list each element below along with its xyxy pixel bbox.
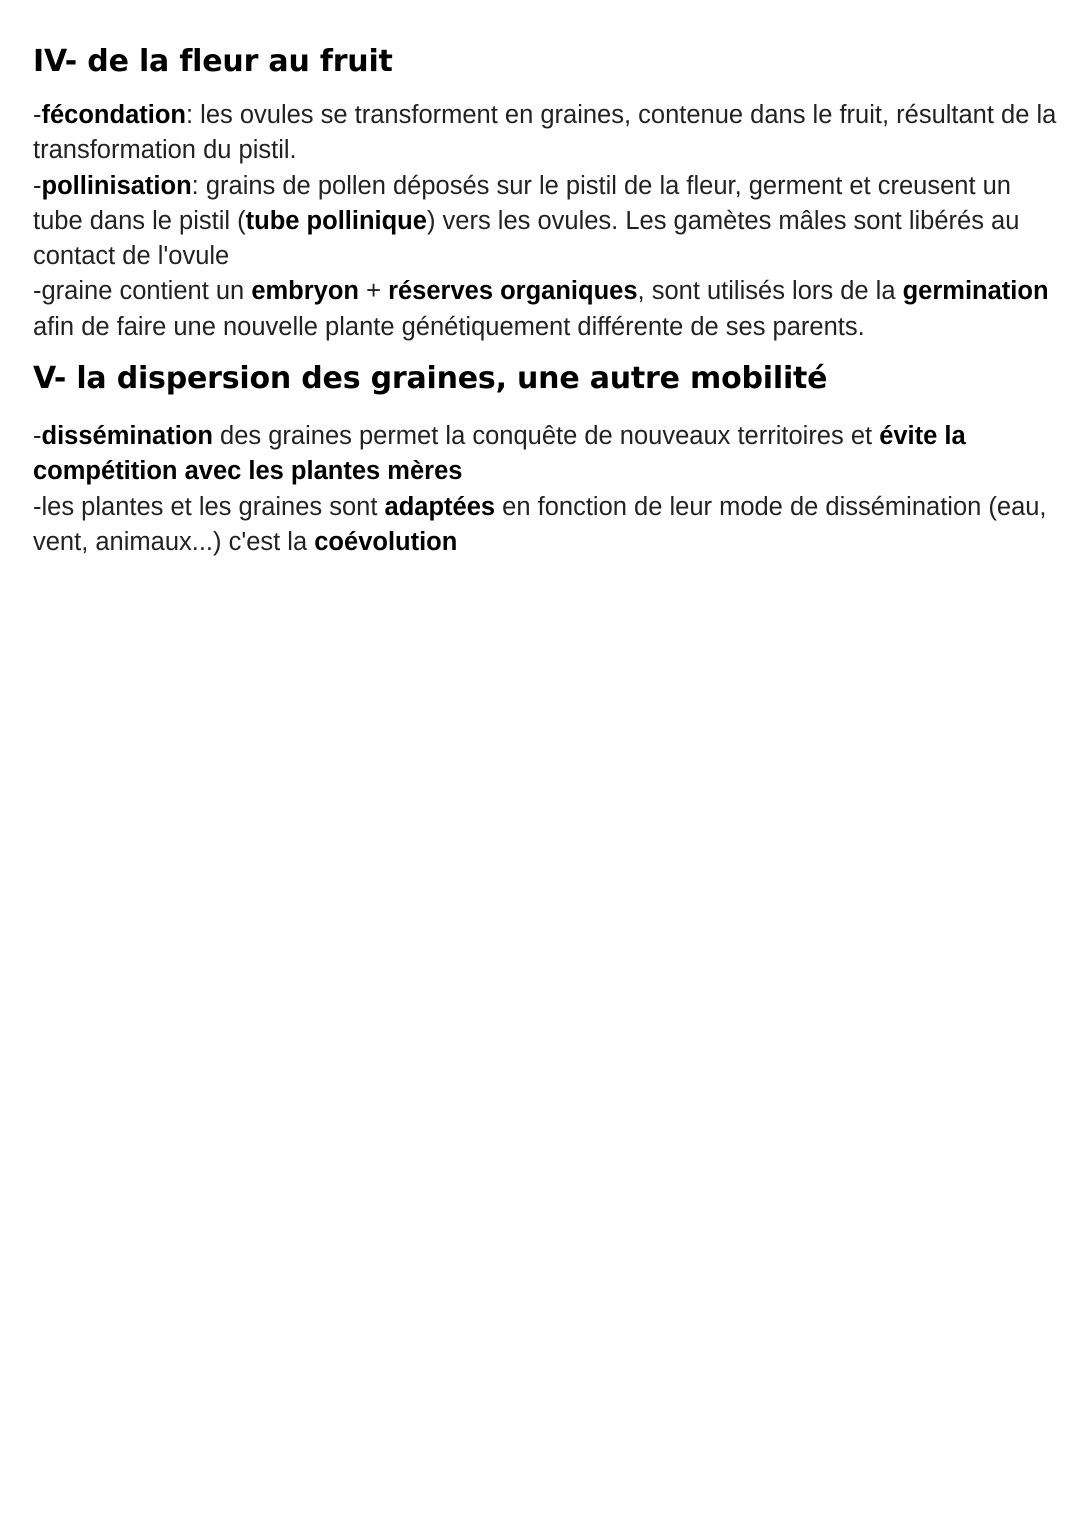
bold-term: évite la compétition avec les plantes mères	[33, 422, 966, 486]
text-run: : grains de pollen déposés sur le pistil de la fleur, germent et creusent un tube dans le pistil (	[33, 171, 1011, 235]
text-run: , sont utilisés lors de la	[637, 277, 903, 306]
bold-term: germination	[902, 277, 1049, 306]
bold-term: tube pollinique	[245, 206, 427, 235]
text-run: en fonction de leur mode de dissémination (eau, vent, animaux...) c'est la	[33, 492, 1047, 556]
paragraph-graine	[33, 274, 1063, 345]
bold-term: réserves organiques	[388, 277, 638, 306]
bold-term: pollinisation	[41, 171, 192, 200]
paragraph-adaptation	[33, 490, 1063, 561]
text-run: : les ovules se transforment en graines, contenue dans le fruit, résultant de la transformation du pistil.	[33, 101, 1057, 165]
paragraph-pollinisation	[33, 169, 1063, 275]
paragraph-fecondation	[33, 98, 1063, 169]
document-page	[33, 40, 1063, 560]
bold-term: adaptées	[384, 492, 496, 521]
text-run: des graines permet la conquête de nouveaux territoires et	[212, 422, 880, 451]
paragraph-dissemination	[33, 419, 1063, 490]
bold-term: coévolution	[314, 527, 458, 556]
section-title-v: V- la dispersion des graines, une autre mobilité	[33, 361, 828, 397]
text-run: -	[33, 101, 42, 129]
text-run: -	[33, 422, 42, 451]
bold-term: dissémination	[41, 422, 213, 451]
section-title-iv: IV- de la fleur au fruit	[33, 44, 393, 79]
text-run: -	[33, 171, 42, 200]
text-run: +	[359, 277, 389, 306]
text-run: ) vers les ovules. Les gamètes mâles sont libérés au contact de l'ovule	[33, 206, 1020, 271]
bold-term: embryon	[251, 277, 360, 306]
text-run: -graine contient un	[33, 277, 252, 306]
bold-term: fécondation	[41, 101, 186, 129]
text-run: -les plantes et les graines sont	[33, 492, 385, 521]
text-run: afin de faire une nouvelle plante génétiquement différente de ses parents.	[33, 312, 865, 341]
